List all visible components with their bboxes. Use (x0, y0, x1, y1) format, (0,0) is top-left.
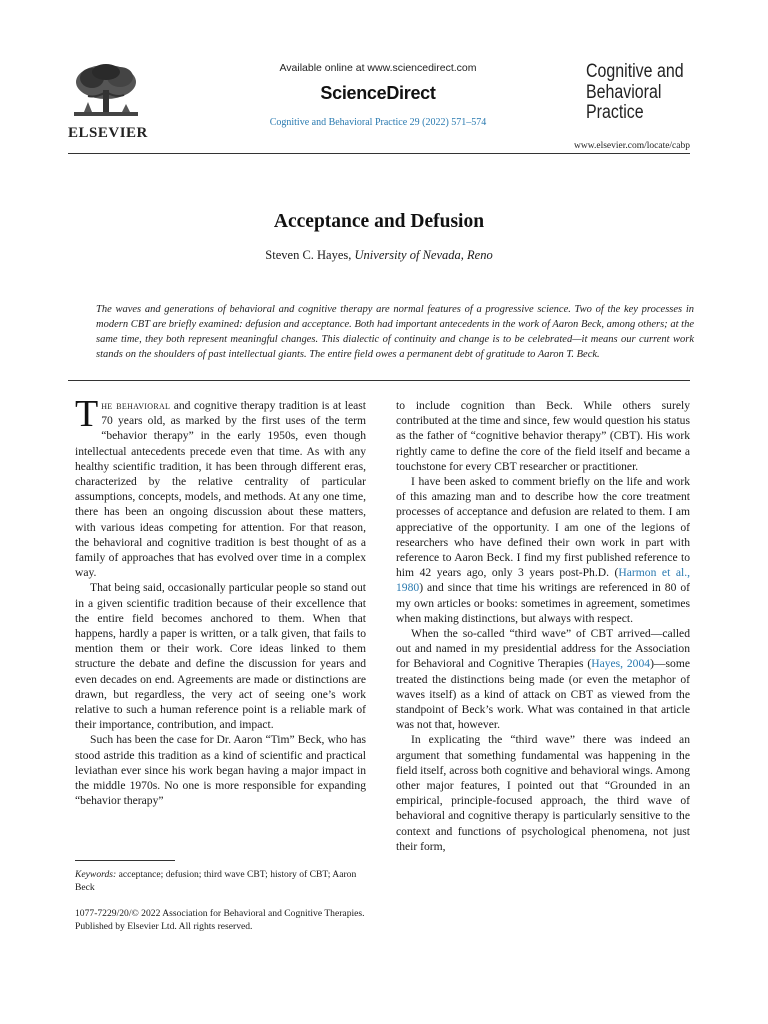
copyright-notice: 1077-7229/20/© 2022 Association for Behavioral and Cognitive Therapies. Published by Elsevier Ltd. All rights reserved. (75, 908, 365, 932)
right-column (396, 398, 690, 854)
opening-small-caps: he behavioral (101, 399, 171, 412)
author-affiliation: University of Nevada, Reno (354, 248, 493, 262)
keywords-list: acceptance; defusion; third wave CBT; history of CBT; Aaron Beck (75, 869, 357, 893)
left-column (75, 393, 366, 808)
paragraph-text: When the so-called “third wave” of CBT arrived—called out and named in my presidential address for the Association for Behavioral and Cognitive Therapies ( (396, 627, 690, 671)
paragraph (396, 626, 690, 732)
publisher-name: ELSEVIER (68, 125, 148, 141)
available-online-text: Available online at www.sciencedirect.com (279, 62, 477, 74)
citation-link[interactable]: Harmon et al., 1980 (396, 566, 690, 595)
paragraph-text: )—some treated the distinctions being made (or even the metaphor of waves itself) as a kind of attack on CBT as viewed from the standpoint of Beck’s work. What was contained in that article was not that, however. (396, 657, 690, 732)
journal-url[interactable]: www.elsevier.com/locate/cabp (574, 141, 690, 151)
header-divider (68, 153, 690, 154)
footnote-divider (75, 860, 175, 861)
paragraph-text: I have been asked to comment briefly on the life and work of this amazing man and to describe how the core treatment processes of acceptance and defusion are related to them. I am appreciative of the opportunity. I am one of the legions of researchers who have defined their own work in part with reference to Aaron Beck. I find my first published reference to him 42 years ago, only 3 years post-Ph.D. ( (396, 475, 690, 580)
journal-reference[interactable]: Cognitive and Behavioral Practice 29 (2022) 571–574 (269, 117, 487, 128)
article-title: Acceptance and Defusion (273, 211, 485, 232)
paragraph-text: and cognitive therapy tradition is at least 70 years old, as marked by the first uses of the term “behavior therapy” in the early 1950s, even though intellectual antecedents precede even that time. As with any healthy scientific tradition, it has been through different eras, characterized by the relative centrality of particular assumptions, concepts, models, and methods. At any one time, there has been an ongoing discussion about these matters, with various ideas competing for attention. For that reason, the behavioral and cognitive tradition is best thought of as a family of approaches that has evolved over time in a complex way. (75, 399, 366, 580)
journal-title-line: Practice (586, 102, 644, 123)
paragraph: Such has been the case for Dr. Aaron “Tim” Beck, who has stood astride this tradition as a kind of scientific and practical leviathan ever since his work began having a major impact in the middle 1970s. No one is more responsible for expanding “behavior therapy” (75, 733, 366, 808)
author-name: Steven C. Hayes, (265, 248, 352, 262)
keywords-label: Keywords: (75, 869, 117, 880)
paragraph: In explicating the “third wave” there was indeed an argument that something fundamental was happening in the field itself, across both cognitive and behavioral wings. Among other major features, I pointed out that “Grounded in an empirical, principle-focused approach, the third wave of behavioral and cognitive therapy is particularly sensitive to the context and functions of psychological phenomena, not just their form, (396, 733, 690, 853)
author-line (68, 248, 690, 263)
journal-title (586, 62, 687, 124)
paragraph (75, 393, 366, 580)
paragraph: to include cognition than Beck. While others surely contributed at the time and since, few would question his status as the father of “cognitive behavior therapy” (CBT). His work rightly came to define the core of the field itself and became a touchstone for every CBT researcher or practitioner. (396, 399, 690, 473)
keywords (75, 868, 366, 894)
paragraph (396, 474, 690, 626)
citation-link[interactable]: Hayes, 2004 (591, 657, 651, 671)
paragraph-text: ) and since that time his writings are referenced in 80 of my own articles or books: sometimes in agreement, sometimes when making distinctions, but always with respect. (396, 581, 690, 625)
journal-title-line: Behavioral (586, 81, 662, 103)
abstract: The waves and generations of behavioral and cognitive therapy are normal features of a progressive science. Two of the key processes in modern CBT are briefly examined: defusion and acceptance. Both had important antecedents in the work of Aaron Beck, among others; at the same time, they both represent meaningful changes. This dialectic of continuity and change is to be celebrated—it means our current work stands on the shoulders of past intellectual giants. The entire field owes a permanent debt of gratitude to Aaron T. Beck. (96, 304, 694, 360)
drop-cap: T (75, 393, 99, 435)
journal-title-line: Cognitive and (586, 61, 684, 82)
abstract-divider (68, 380, 690, 381)
sciencedirect-logo[interactable]: ScienceDirect (320, 83, 436, 103)
elsevier-tree-logo (70, 62, 142, 120)
paragraph: That being said, occasionally particular people so stand out in a given scientific tradition because of their excellence that the entire field becomes anchored to them. When that happens, hardly a paper is written, or a talk given, that fails to mention them or their work. Core ideas linked to them structure the debate and define the discussion for years and even decades on end. Agreements are made or distinctions are drawn, but regardless, the very act of seeing one’s work relative to such a human reference point is a reliable mark of their importance, contribution, and impact. (75, 581, 366, 732)
